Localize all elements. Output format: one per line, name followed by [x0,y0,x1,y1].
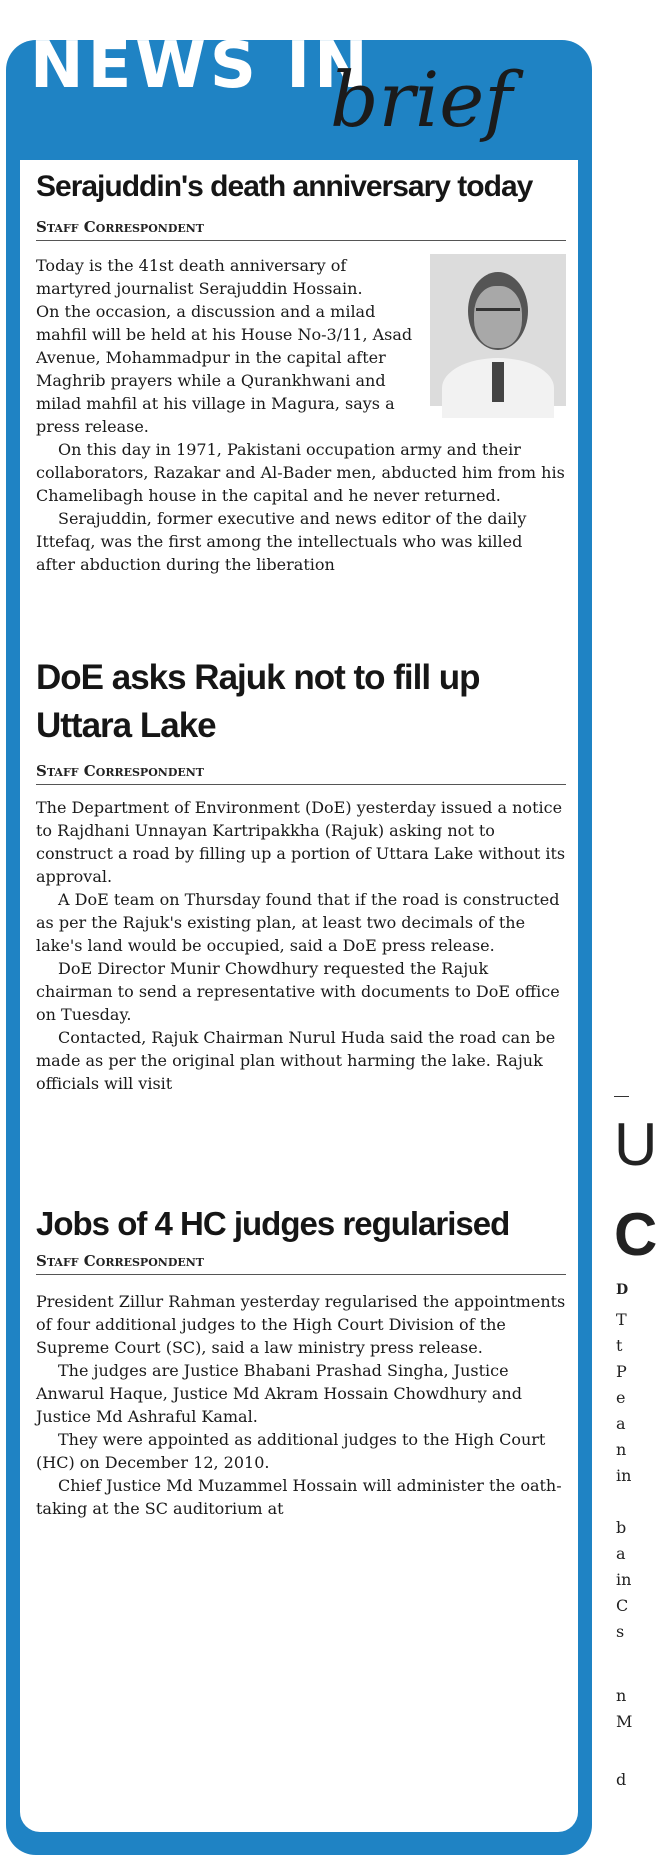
article-3-headline[interactable]: Jobs of 4 HC judges regularised [36,1205,510,1242]
adjacent-big-letter: U [614,1111,657,1178]
adjacent-line-start: a [616,1544,626,1563]
adjacent-line-start: n [616,1686,627,1705]
article-1-paragraph: Today is the 41st death anniversary of martyred journalist Serajuddin Hossain. [36,256,363,298]
section-title: NEWS IN [30,29,372,103]
article-1-paragraph: On this day in 1971, Pakistani occupation army and their collaborators, Razakar and Al-Bader men, abducted him from his Chamelibagh house in the capital and he never returned. [36,440,565,505]
article-3-paragraph: Chief Justice Md Muzammel Hossain will administer the oath-taking at the SC auditorium at [36,1476,562,1518]
adjacent-small-letter: D [616,1282,629,1298]
article-2-paragraph: The Department of Environment (DoE) yesterday issued a notice to Rajdhani Unnayan Kartripakkha (Rajuk) asking not to construct a road by filling up a portion of Uttara Lake without its approval. [36,798,566,886]
article-1-byline: Staff Correspondent [36,218,566,241]
article-1-body [36,254,566,576]
article-3-paragraph: President Zillur Rahman yesterday regularised the appointments of four additional judges to the High Court Division of the Supreme Court (SC), said a law ministry press release. [36,1292,566,1357]
article-3-byline: Staff Correspondent [36,1252,566,1275]
adjacent-line-start: in [616,1570,632,1589]
adjacent-line-start: n [616,1440,627,1459]
adjacent-line-start: C [616,1596,629,1615]
adjacent-line-start: T [616,1310,627,1329]
article-2-headline[interactable]: DoE asks Rajuk not to fill up Uttara Lake [36,658,480,745]
article-3-paragraph: They were appointed as additional judges to the High Court (HC) on December 12, 2010. [36,1430,546,1472]
article-1-paragraph: On the occasion, a discussion and a milad mahfil will be held at his House No-3/11, Asad Avenue, Mohammadpur in the capital after Maghrib prayers while a Qurankhwani and milad mahfil at his village in Magura, says a press release. [36,302,413,436]
article-1-paragraph: Serajuddin, former executive and news editor of the daily Ittefaq, was the first among the intellectuals who was killed after abduction during the liberation [36,509,527,574]
adjacent-line-start: d [616,1770,627,1789]
serajuddin-photo [430,254,566,406]
article-2-byline: Staff Correspondent [36,762,566,785]
adjacent-column-rule [614,1096,629,1097]
adjacent-line-start: P [616,1362,627,1381]
adjacent-line-start: t [616,1336,623,1355]
article-2-body [36,796,566,1095]
article-1-headline[interactable]: Serajuddin's death anniversary today [36,170,533,203]
article-2-paragraph: DoE Director Munir Chowdhury requested the Rajuk chairman to send a representative with documents to DoE office on Tuesday. [36,959,560,1024]
section-title-script: brief [330,55,513,144]
adjacent-line-start: b [616,1518,627,1537]
article-3-paragraph: The judges are Justice Bhabani Prashad Singha, Justice Anwarul Haque, Justice Md Akram Hossain Chowdhury and Justice Md Ashraful Kamal. [36,1361,522,1426]
adjacent-line-start: s [616,1622,625,1641]
adjacent-line-start: in [616,1466,632,1485]
article-3-body [36,1290,566,1520]
adjacent-line-start: a [616,1414,626,1433]
article-2-paragraph: A DoE team on Thursday found that if the road is constructed as per the Rajuk's existing plan, at least two decimals of the lake's land would be occupied, said a DoE press release. [36,890,560,955]
adjacent-line-start: e [616,1388,626,1407]
adjacent-line-start: M [616,1712,633,1731]
adjacent-big-letter: C [614,1201,657,1268]
article-2-paragraph: Contacted, Rajuk Chairman Nurul Huda said the road can be made as per the original plan without harming the lake. Rajuk officials will visit [36,1028,556,1093]
